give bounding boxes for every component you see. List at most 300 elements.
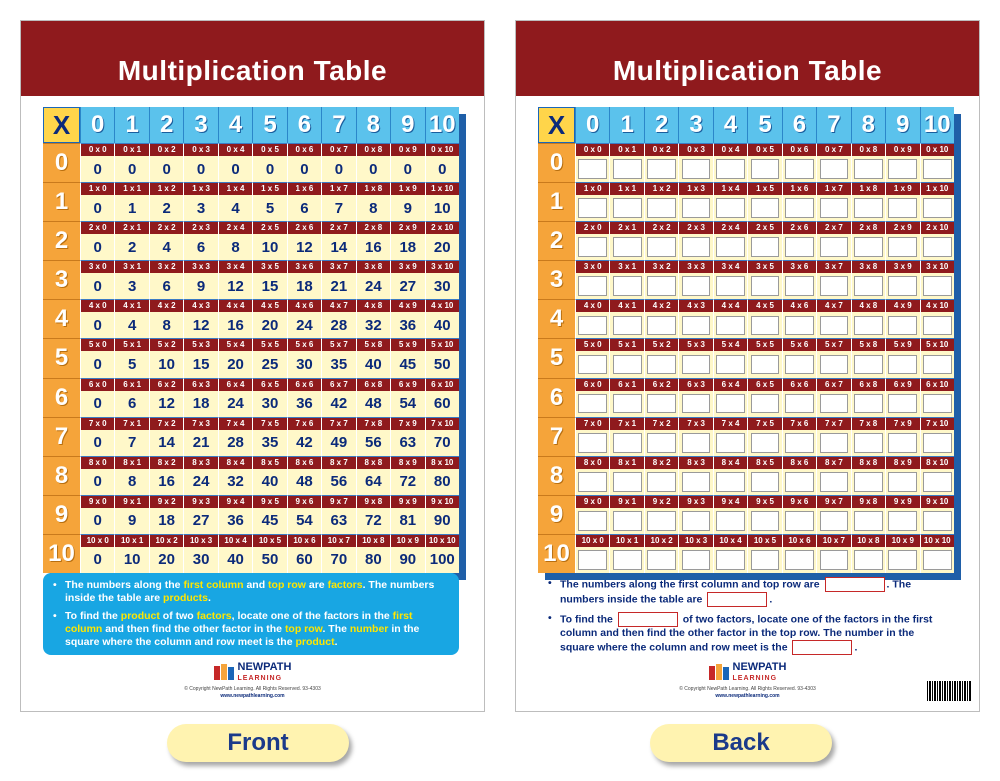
answer-box[interactable] bbox=[820, 550, 849, 570]
answer-box[interactable] bbox=[820, 433, 849, 453]
table-cell[interactable] bbox=[851, 534, 885, 573]
table-cell[interactable] bbox=[885, 417, 919, 456]
product-blank[interactable] bbox=[921, 156, 954, 182]
answer-box[interactable] bbox=[613, 472, 642, 492]
product-blank[interactable] bbox=[748, 234, 781, 260]
table-cell[interactable] bbox=[816, 143, 850, 182]
product-blank[interactable] bbox=[783, 430, 816, 456]
product-blank[interactable] bbox=[783, 195, 816, 221]
answer-box[interactable] bbox=[854, 276, 883, 296]
table-cell[interactable] bbox=[644, 260, 678, 299]
product-blank[interactable] bbox=[645, 469, 678, 495]
answer-box[interactable] bbox=[820, 198, 849, 218]
table-cell[interactable] bbox=[609, 378, 643, 417]
product-blank[interactable] bbox=[817, 156, 850, 182]
table-cell[interactable] bbox=[609, 495, 643, 534]
answer-box[interactable] bbox=[578, 316, 607, 336]
table-cell[interactable] bbox=[575, 456, 609, 495]
answer-box[interactable] bbox=[613, 394, 642, 414]
table-cell[interactable] bbox=[609, 143, 643, 182]
answer-box[interactable] bbox=[578, 198, 607, 218]
table-cell[interactable] bbox=[575, 495, 609, 534]
table-cell[interactable] bbox=[644, 495, 678, 534]
product-blank[interactable] bbox=[610, 351, 643, 377]
table-cell[interactable] bbox=[747, 456, 781, 495]
answer-box[interactable] bbox=[751, 472, 780, 492]
answer-box[interactable] bbox=[820, 276, 849, 296]
answer-box[interactable] bbox=[751, 276, 780, 296]
product-blank[interactable] bbox=[714, 547, 747, 573]
product-blank[interactable] bbox=[748, 547, 781, 573]
table-cell[interactable] bbox=[609, 534, 643, 573]
answer-box[interactable] bbox=[578, 159, 607, 179]
table-cell[interactable] bbox=[885, 456, 919, 495]
table-cell[interactable] bbox=[713, 182, 747, 221]
answer-box[interactable] bbox=[923, 394, 952, 414]
table-cell[interactable] bbox=[816, 182, 850, 221]
product-blank[interactable] bbox=[610, 312, 643, 338]
answer-box[interactable] bbox=[751, 159, 780, 179]
table-cell[interactable] bbox=[885, 495, 919, 534]
answer-box[interactable] bbox=[785, 316, 814, 336]
product-blank[interactable] bbox=[714, 156, 747, 182]
product-blank[interactable] bbox=[679, 234, 712, 260]
table-cell[interactable] bbox=[782, 221, 816, 260]
table-cell[interactable] bbox=[713, 456, 747, 495]
table-cell[interactable] bbox=[747, 143, 781, 182]
product-blank[interactable] bbox=[576, 156, 609, 182]
product-blank[interactable] bbox=[610, 195, 643, 221]
table-cell[interactable] bbox=[782, 534, 816, 573]
product-blank[interactable] bbox=[610, 234, 643, 260]
table-cell[interactable] bbox=[747, 417, 781, 456]
table-cell[interactable] bbox=[851, 260, 885, 299]
product-blank[interactable] bbox=[783, 351, 816, 377]
table-cell[interactable] bbox=[609, 299, 643, 338]
answer-box[interactable] bbox=[923, 433, 952, 453]
table-cell[interactable] bbox=[575, 182, 609, 221]
table-cell[interactable] bbox=[885, 338, 919, 377]
product-blank[interactable] bbox=[783, 469, 816, 495]
table-cell[interactable] bbox=[920, 221, 954, 260]
answer-box[interactable] bbox=[888, 276, 917, 296]
table-cell[interactable] bbox=[678, 378, 712, 417]
answer-box[interactable] bbox=[578, 355, 607, 375]
table-cell[interactable] bbox=[816, 260, 850, 299]
answer-box[interactable] bbox=[682, 511, 711, 531]
table-cell[interactable] bbox=[644, 338, 678, 377]
answer-box[interactable] bbox=[785, 198, 814, 218]
table-cell[interactable] bbox=[851, 495, 885, 534]
product-blank[interactable] bbox=[714, 273, 747, 299]
answer-box[interactable] bbox=[613, 355, 642, 375]
answer-box[interactable] bbox=[647, 159, 676, 179]
product-blank[interactable] bbox=[886, 547, 919, 573]
product-blank[interactable] bbox=[610, 156, 643, 182]
table-cell[interactable] bbox=[747, 260, 781, 299]
product-blank[interactable] bbox=[610, 391, 643, 417]
product-blank[interactable] bbox=[748, 508, 781, 534]
table-cell[interactable] bbox=[609, 417, 643, 456]
answer-box[interactable] bbox=[613, 237, 642, 257]
product-blank[interactable] bbox=[714, 312, 747, 338]
table-cell[interactable] bbox=[851, 221, 885, 260]
table-cell[interactable] bbox=[851, 143, 885, 182]
answer-box[interactable] bbox=[854, 433, 883, 453]
answer-box[interactable] bbox=[785, 511, 814, 531]
table-cell[interactable] bbox=[575, 534, 609, 573]
answer-box[interactable] bbox=[923, 276, 952, 296]
back-label-button[interactable]: Back bbox=[650, 724, 832, 762]
answer-box[interactable] bbox=[716, 511, 745, 531]
table-cell[interactable] bbox=[678, 260, 712, 299]
product-blank[interactable] bbox=[679, 156, 712, 182]
answer-box[interactable] bbox=[854, 159, 883, 179]
product-blank[interactable] bbox=[817, 469, 850, 495]
answer-blank[interactable] bbox=[707, 592, 767, 607]
product-blank[interactable] bbox=[645, 312, 678, 338]
product-blank[interactable] bbox=[714, 234, 747, 260]
answer-box[interactable] bbox=[647, 433, 676, 453]
answer-box[interactable] bbox=[682, 237, 711, 257]
answer-box[interactable] bbox=[682, 159, 711, 179]
answer-box[interactable] bbox=[613, 159, 642, 179]
table-cell[interactable] bbox=[678, 534, 712, 573]
table-cell[interactable] bbox=[920, 260, 954, 299]
answer-box[interactable] bbox=[716, 316, 745, 336]
product-blank[interactable] bbox=[817, 273, 850, 299]
table-cell[interactable] bbox=[678, 417, 712, 456]
answer-box[interactable] bbox=[923, 355, 952, 375]
product-blank[interactable] bbox=[576, 195, 609, 221]
product-blank[interactable] bbox=[679, 195, 712, 221]
answer-box[interactable] bbox=[716, 276, 745, 296]
product-blank[interactable] bbox=[886, 195, 919, 221]
product-blank[interactable] bbox=[679, 351, 712, 377]
table-cell[interactable] bbox=[678, 221, 712, 260]
product-blank[interactable] bbox=[783, 547, 816, 573]
answer-box[interactable] bbox=[682, 198, 711, 218]
product-blank[interactable] bbox=[852, 195, 885, 221]
table-cell[interactable] bbox=[851, 378, 885, 417]
table-cell[interactable] bbox=[782, 378, 816, 417]
table-cell[interactable] bbox=[575, 260, 609, 299]
answer-box[interactable] bbox=[923, 237, 952, 257]
product-blank[interactable] bbox=[921, 195, 954, 221]
table-cell[interactable] bbox=[885, 143, 919, 182]
answer-box[interactable] bbox=[578, 237, 607, 257]
answer-box[interactable] bbox=[888, 316, 917, 336]
product-blank[interactable] bbox=[852, 547, 885, 573]
answer-box[interactable] bbox=[613, 276, 642, 296]
answer-box[interactable] bbox=[923, 550, 952, 570]
table-cell[interactable] bbox=[678, 456, 712, 495]
answer-box[interactable] bbox=[682, 355, 711, 375]
table-cell[interactable] bbox=[609, 456, 643, 495]
product-blank[interactable] bbox=[610, 430, 643, 456]
table-cell[interactable] bbox=[678, 338, 712, 377]
table-cell[interactable] bbox=[644, 299, 678, 338]
answer-box[interactable] bbox=[751, 511, 780, 531]
product-blank[interactable] bbox=[886, 312, 919, 338]
product-blank[interactable] bbox=[783, 312, 816, 338]
table-cell[interactable] bbox=[609, 182, 643, 221]
answer-box[interactable] bbox=[751, 198, 780, 218]
table-cell[interactable] bbox=[885, 182, 919, 221]
answer-box[interactable] bbox=[716, 472, 745, 492]
product-blank[interactable] bbox=[610, 508, 643, 534]
table-cell[interactable] bbox=[644, 221, 678, 260]
table-cell[interactable] bbox=[782, 338, 816, 377]
table-cell[interactable] bbox=[885, 378, 919, 417]
product-blank[interactable] bbox=[576, 469, 609, 495]
answer-box[interactable] bbox=[888, 550, 917, 570]
product-blank[interactable] bbox=[645, 195, 678, 221]
table-cell[interactable] bbox=[920, 495, 954, 534]
table-cell[interactable] bbox=[747, 299, 781, 338]
product-blank[interactable] bbox=[748, 312, 781, 338]
answer-box[interactable] bbox=[647, 550, 676, 570]
table-cell[interactable] bbox=[920, 182, 954, 221]
answer-box[interactable] bbox=[923, 198, 952, 218]
table-cell[interactable] bbox=[713, 417, 747, 456]
table-cell[interactable] bbox=[851, 299, 885, 338]
table-cell[interactable] bbox=[851, 182, 885, 221]
product-blank[interactable] bbox=[852, 312, 885, 338]
product-blank[interactable] bbox=[645, 234, 678, 260]
table-cell[interactable] bbox=[575, 378, 609, 417]
product-blank[interactable] bbox=[714, 508, 747, 534]
answer-box[interactable] bbox=[613, 198, 642, 218]
product-blank[interactable] bbox=[921, 234, 954, 260]
table-cell[interactable] bbox=[678, 182, 712, 221]
table-cell[interactable] bbox=[851, 417, 885, 456]
product-blank[interactable] bbox=[714, 469, 747, 495]
table-cell[interactable] bbox=[920, 378, 954, 417]
product-blank[interactable] bbox=[852, 273, 885, 299]
table-cell[interactable] bbox=[644, 417, 678, 456]
answer-box[interactable] bbox=[578, 550, 607, 570]
product-blank[interactable] bbox=[714, 351, 747, 377]
product-blank[interactable] bbox=[645, 508, 678, 534]
answer-box[interactable] bbox=[888, 159, 917, 179]
product-blank[interactable] bbox=[817, 195, 850, 221]
answer-box[interactable] bbox=[647, 198, 676, 218]
product-blank[interactable] bbox=[852, 508, 885, 534]
answer-box[interactable] bbox=[578, 276, 607, 296]
product-blank[interactable] bbox=[576, 391, 609, 417]
product-blank[interactable] bbox=[852, 430, 885, 456]
table-cell[interactable] bbox=[782, 299, 816, 338]
answer-box[interactable] bbox=[751, 316, 780, 336]
table-cell[interactable] bbox=[713, 534, 747, 573]
answer-box[interactable] bbox=[647, 394, 676, 414]
product-blank[interactable] bbox=[886, 156, 919, 182]
product-blank[interactable] bbox=[921, 508, 954, 534]
answer-box[interactable] bbox=[785, 472, 814, 492]
product-blank[interactable] bbox=[679, 391, 712, 417]
answer-box[interactable] bbox=[682, 316, 711, 336]
product-blank[interactable] bbox=[817, 391, 850, 417]
product-blank[interactable] bbox=[679, 273, 712, 299]
answer-blank[interactable] bbox=[792, 640, 852, 655]
answer-box[interactable] bbox=[647, 316, 676, 336]
answer-box[interactable] bbox=[578, 394, 607, 414]
table-cell[interactable] bbox=[782, 456, 816, 495]
product-blank[interactable] bbox=[714, 195, 747, 221]
answer-box[interactable] bbox=[820, 355, 849, 375]
answer-box[interactable] bbox=[751, 237, 780, 257]
table-cell[interactable] bbox=[920, 143, 954, 182]
answer-box[interactable] bbox=[923, 511, 952, 531]
product-blank[interactable] bbox=[886, 234, 919, 260]
answer-box[interactable] bbox=[854, 237, 883, 257]
answer-box[interactable] bbox=[716, 433, 745, 453]
product-blank[interactable] bbox=[576, 430, 609, 456]
product-blank[interactable] bbox=[817, 312, 850, 338]
answer-box[interactable] bbox=[785, 159, 814, 179]
product-blank[interactable] bbox=[679, 508, 712, 534]
product-blank[interactable] bbox=[748, 391, 781, 417]
table-cell[interactable] bbox=[713, 299, 747, 338]
product-blank[interactable] bbox=[886, 508, 919, 534]
product-blank[interactable] bbox=[921, 430, 954, 456]
table-cell[interactable] bbox=[816, 299, 850, 338]
answer-box[interactable] bbox=[751, 394, 780, 414]
answer-box[interactable] bbox=[820, 316, 849, 336]
answer-box[interactable] bbox=[682, 276, 711, 296]
table-cell[interactable] bbox=[920, 299, 954, 338]
table-cell[interactable] bbox=[782, 495, 816, 534]
product-blank[interactable] bbox=[921, 547, 954, 573]
product-blank[interactable] bbox=[576, 312, 609, 338]
product-blank[interactable] bbox=[817, 430, 850, 456]
answer-box[interactable] bbox=[613, 433, 642, 453]
table-cell[interactable] bbox=[920, 338, 954, 377]
product-blank[interactable] bbox=[748, 195, 781, 221]
table-cell[interactable] bbox=[920, 456, 954, 495]
table-cell[interactable] bbox=[575, 417, 609, 456]
answer-box[interactable] bbox=[854, 316, 883, 336]
answer-box[interactable] bbox=[923, 159, 952, 179]
table-cell[interactable] bbox=[678, 143, 712, 182]
product-blank[interactable] bbox=[576, 273, 609, 299]
answer-box[interactable] bbox=[647, 276, 676, 296]
table-cell[interactable] bbox=[816, 338, 850, 377]
answer-box[interactable] bbox=[923, 316, 952, 336]
table-cell[interactable] bbox=[644, 143, 678, 182]
product-blank[interactable] bbox=[645, 273, 678, 299]
answer-box[interactable] bbox=[716, 355, 745, 375]
product-blank[interactable] bbox=[852, 391, 885, 417]
answer-box[interactable] bbox=[888, 198, 917, 218]
table-cell[interactable] bbox=[713, 143, 747, 182]
answer-box[interactable] bbox=[682, 472, 711, 492]
answer-box[interactable] bbox=[785, 237, 814, 257]
answer-box[interactable] bbox=[888, 511, 917, 531]
answer-box[interactable] bbox=[888, 433, 917, 453]
table-cell[interactable] bbox=[885, 299, 919, 338]
product-blank[interactable] bbox=[921, 391, 954, 417]
product-blank[interactable] bbox=[714, 391, 747, 417]
answer-box[interactable] bbox=[647, 472, 676, 492]
answer-box[interactable] bbox=[888, 394, 917, 414]
product-blank[interactable] bbox=[610, 547, 643, 573]
answer-box[interactable] bbox=[820, 237, 849, 257]
product-blank[interactable] bbox=[645, 391, 678, 417]
table-cell[interactable] bbox=[816, 221, 850, 260]
table-cell[interactable] bbox=[644, 534, 678, 573]
table-cell[interactable] bbox=[782, 417, 816, 456]
product-blank[interactable] bbox=[852, 469, 885, 495]
product-blank[interactable] bbox=[817, 351, 850, 377]
table-cell[interactable] bbox=[747, 221, 781, 260]
table-cell[interactable] bbox=[920, 534, 954, 573]
table-cell[interactable] bbox=[644, 456, 678, 495]
table-cell[interactable] bbox=[609, 260, 643, 299]
table-cell[interactable] bbox=[678, 495, 712, 534]
table-cell[interactable] bbox=[644, 182, 678, 221]
product-blank[interactable] bbox=[852, 156, 885, 182]
table-cell[interactable] bbox=[747, 182, 781, 221]
product-blank[interactable] bbox=[783, 156, 816, 182]
answer-box[interactable] bbox=[716, 237, 745, 257]
front-label-button[interactable]: Front bbox=[167, 724, 349, 762]
answer-box[interactable] bbox=[785, 433, 814, 453]
table-cell[interactable] bbox=[575, 299, 609, 338]
table-cell[interactable] bbox=[885, 221, 919, 260]
product-blank[interactable] bbox=[886, 391, 919, 417]
answer-box[interactable] bbox=[578, 433, 607, 453]
product-blank[interactable] bbox=[748, 156, 781, 182]
product-blank[interactable] bbox=[921, 351, 954, 377]
answer-box[interactable] bbox=[613, 550, 642, 570]
product-blank[interactable] bbox=[783, 234, 816, 260]
table-cell[interactable] bbox=[713, 221, 747, 260]
product-blank[interactable] bbox=[748, 273, 781, 299]
answer-box[interactable] bbox=[854, 550, 883, 570]
answer-box[interactable] bbox=[613, 316, 642, 336]
answer-box[interactable] bbox=[888, 355, 917, 375]
answer-box[interactable] bbox=[647, 237, 676, 257]
answer-box[interactable] bbox=[923, 472, 952, 492]
table-cell[interactable] bbox=[575, 143, 609, 182]
table-cell[interactable] bbox=[782, 260, 816, 299]
product-blank[interactable] bbox=[886, 273, 919, 299]
answer-box[interactable] bbox=[751, 433, 780, 453]
product-blank[interactable] bbox=[783, 391, 816, 417]
table-cell[interactable] bbox=[713, 338, 747, 377]
product-blank[interactable] bbox=[679, 547, 712, 573]
product-blank[interactable] bbox=[610, 273, 643, 299]
answer-box[interactable] bbox=[854, 355, 883, 375]
table-cell[interactable] bbox=[851, 456, 885, 495]
product-blank[interactable] bbox=[921, 312, 954, 338]
product-blank[interactable] bbox=[679, 430, 712, 456]
product-blank[interactable] bbox=[817, 547, 850, 573]
table-cell[interactable] bbox=[816, 456, 850, 495]
answer-box[interactable] bbox=[647, 511, 676, 531]
product-blank[interactable] bbox=[576, 508, 609, 534]
product-blank[interactable] bbox=[783, 508, 816, 534]
table-cell[interactable] bbox=[851, 338, 885, 377]
product-blank[interactable] bbox=[610, 469, 643, 495]
product-blank[interactable] bbox=[576, 547, 609, 573]
answer-box[interactable] bbox=[751, 355, 780, 375]
answer-box[interactable] bbox=[716, 198, 745, 218]
product-blank[interactable] bbox=[645, 430, 678, 456]
table-cell[interactable] bbox=[816, 534, 850, 573]
